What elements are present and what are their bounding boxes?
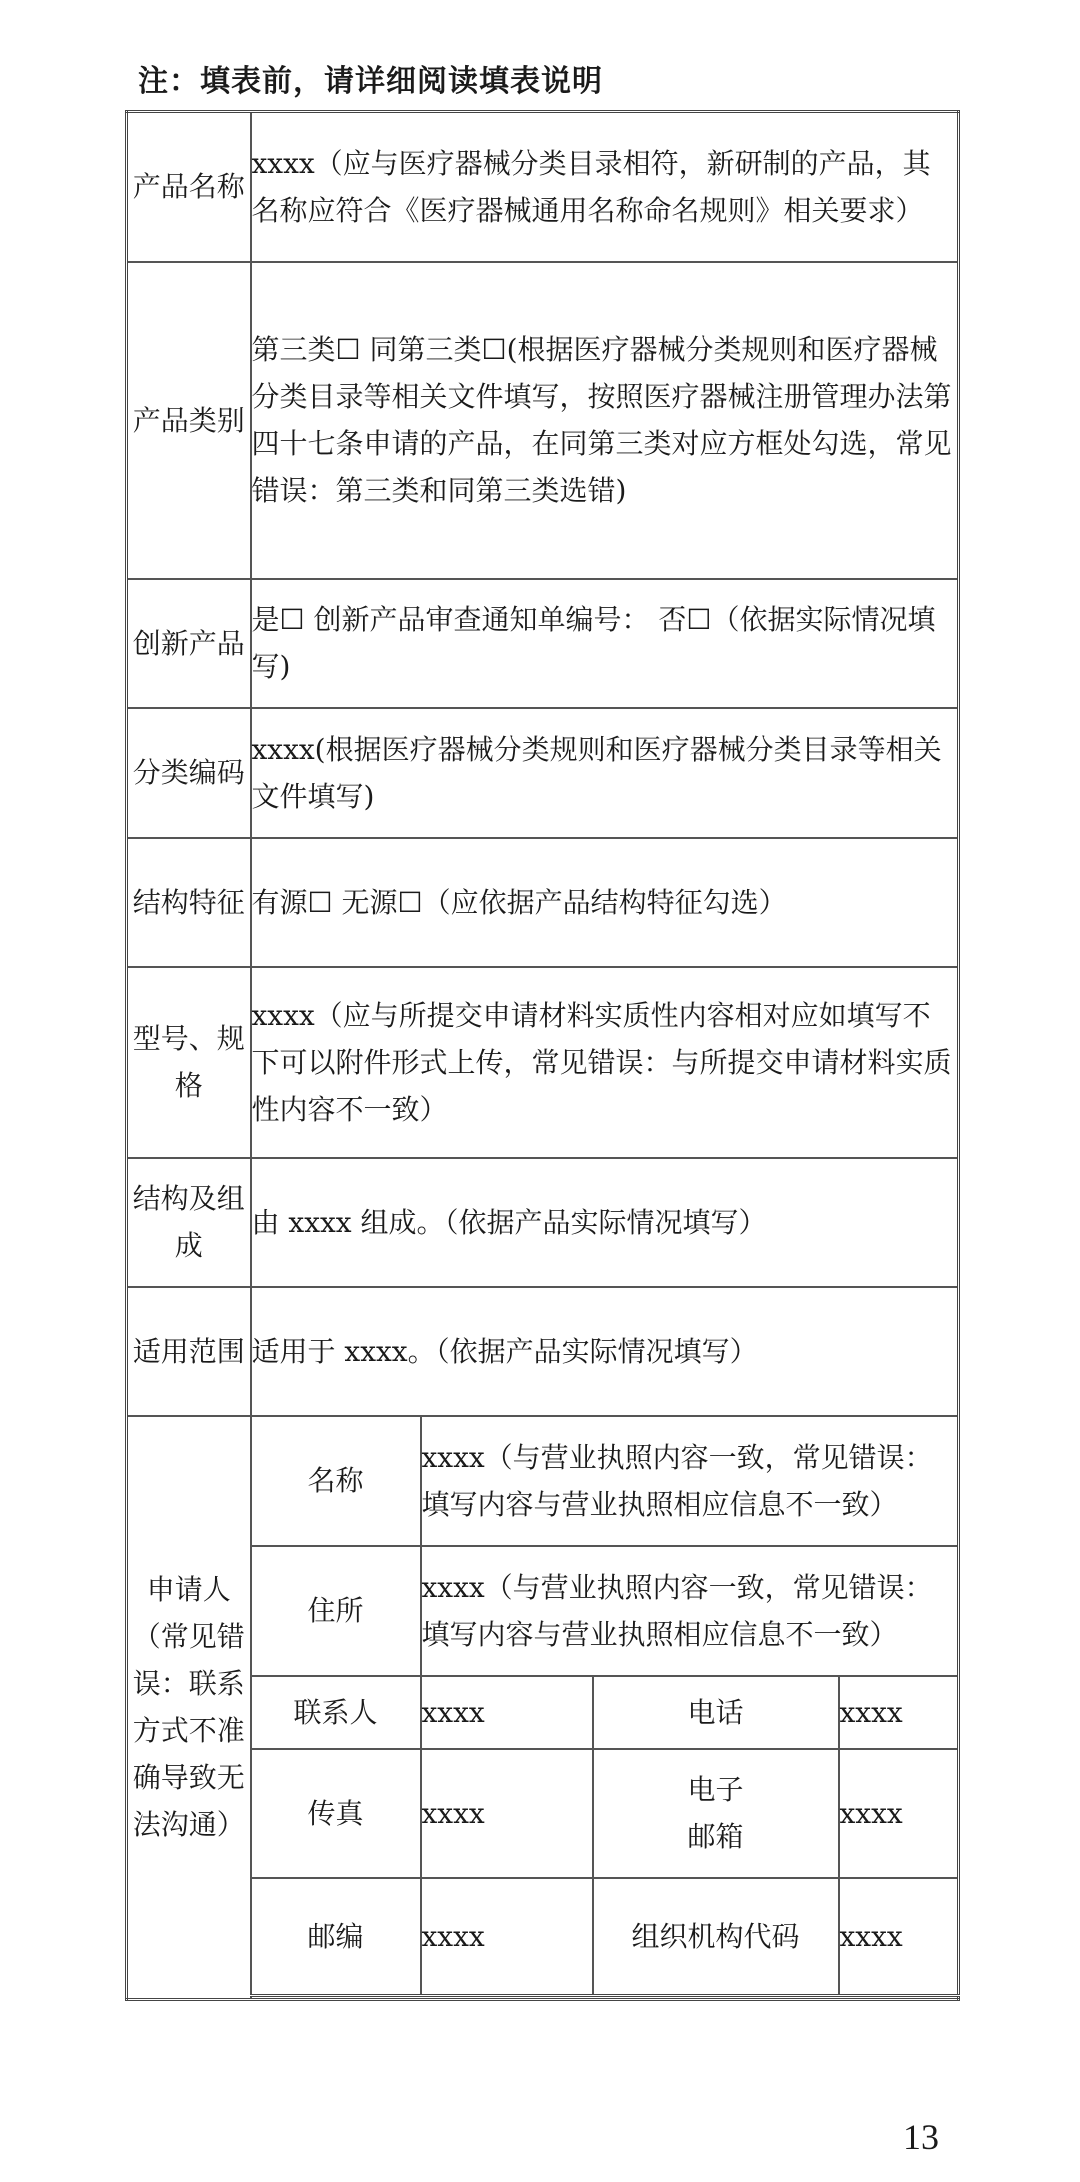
row-classification-code [127,708,959,838]
classification-code-field[interactable]: xxxx(根据医疗器械分类规则和医疗器械分类目录等相关文件填写) [251,708,959,838]
model-spec-field[interactable]: xxxx（应与所提交申请材料实质性内容相对应如填写不下可以附件形式上传，常见错误：与所提交申请材料实质性内容不一致） [251,967,959,1158]
structure-feature-field[interactable]: 有源☐ 无源☐（应依据产品结构特征勾选） [251,838,959,967]
model-spec-label: 型号、规格 [127,967,251,1158]
page-number: 13 [903,2117,939,2157]
product-name-field[interactable]: xxxx（应与医疗器械分类目录相符，新研制的产品，其名称应符合《医疗器械通用名称命名规则》相关要求） [251,112,959,262]
phone-field[interactable]: xxxx [839,1676,959,1749]
applicant-address-field[interactable]: xxxx（与营业执照内容一致，常见错误：填写内容与营业执照相应信息不一致） [421,1546,959,1676]
applicant-label: 申请人（常见错误：联系方式不准确导致无法沟通） [127,1416,251,2000]
classification-code-label: 分类编码 [127,708,251,838]
row-applicant-name [127,1416,959,1546]
applicant-name-field[interactable]: xxxx（与营业执照内容一致，常见错误：填写内容与营业执照相应信息不一致） [421,1416,959,1546]
row-contact-phone [127,1676,959,1749]
innovative-product-label: 创新产品 [127,579,251,708]
email-label: 电子邮箱 [593,1749,839,1878]
product-category-label: 产品类别 [127,262,251,579]
row-composition [127,1158,959,1287]
org-code-field[interactable]: xxxx [839,1878,959,1996]
row-innovative-product [127,579,959,708]
product-category-field[interactable]: 第三类☐ 同第三类☐(根据医疗器械分类规则和医疗器械分类目录等相关文件填写，按照医疗器械注册管理办法第四十七条申请的产品，在同第三类对应方框处勾选，常见错误：第三类和同第三类选错) [251,262,959,579]
row-product-name [127,112,959,262]
row-applicant-address [127,1546,959,1676]
row-applicant-spacer [127,1996,959,2000]
phone-label: 电话 [593,1676,839,1749]
fax-field[interactable]: xxxx [421,1749,593,1878]
composition-field[interactable]: 由 xxxx 组成。（依据产品实际情况填写） [251,1158,959,1287]
contact-person-field[interactable]: xxxx [421,1676,593,1749]
row-model-spec [127,967,959,1158]
row-product-category [127,262,959,579]
composition-label: 结构及组成 [127,1158,251,1287]
email-field[interactable]: xxxx [839,1749,959,1878]
registration-form-table [125,110,960,2001]
contact-person-label: 联系人 [251,1676,421,1749]
applicant-address-label: 住所 [251,1546,421,1676]
applicant-name-label: 名称 [251,1416,421,1546]
org-code-label: 组织机构代码 [593,1878,839,1996]
row-structure-feature [127,838,959,967]
row-fax-email [127,1749,959,1878]
postcode-field[interactable]: xxxx [421,1878,593,1996]
table-bottom-rule [251,1996,959,2000]
fax-label: 传真 [251,1749,421,1878]
product-name-label: 产品名称 [127,112,251,262]
scope-label: 适用范围 [127,1287,251,1416]
postcode-label: 邮编 [251,1878,421,1996]
innovative-product-field[interactable]: 是☐ 创新产品审查通知单编号： 否☐（依据实际情况填写) [251,579,959,708]
structure-feature-label: 结构特征 [127,838,251,967]
scope-field[interactable]: 适用于 xxxx。（依据产品实际情况填写） [251,1287,959,1416]
form-note: 注：填表前，请详细阅读填表说明 [138,64,603,99]
row-postcode-orgcode [127,1878,959,1996]
row-scope [127,1287,959,1416]
